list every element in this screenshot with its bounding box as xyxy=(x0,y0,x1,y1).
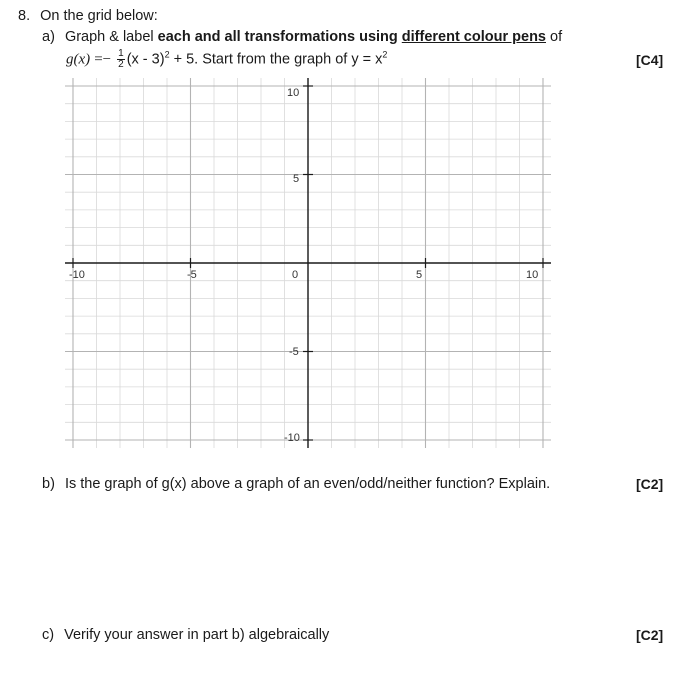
x-label-10: 10 xyxy=(526,269,539,281)
fraction xyxy=(117,49,125,70)
function-tail: + 5. Start from the graph of y = x xyxy=(169,51,383,68)
function-lhs: g(x) xyxy=(66,51,91,68)
part-b-label: b) xyxy=(42,476,55,492)
part-c-line xyxy=(42,626,329,644)
y-label-neg5: -5 xyxy=(289,346,299,358)
part-b-marks: [C2] xyxy=(636,476,664,492)
part-c-text: Verify your answer in part b) algebraically xyxy=(64,627,330,643)
function-equals: =− xyxy=(94,51,112,68)
y-label-neg10: -10 xyxy=(284,432,300,444)
x-label-neg5: -5 xyxy=(187,269,197,281)
part-b-text: Is the graph of g(x) above a graph of an even/odd/neither function? Explain. xyxy=(64,476,551,492)
fraction-numerator: 1 xyxy=(118,48,124,59)
part-a-function-line xyxy=(66,49,387,70)
function-exponent-2: 2 xyxy=(382,49,388,60)
coordinate-grid[interactable] xyxy=(65,78,551,448)
part-a-bold-underlined: different colour pens xyxy=(401,29,546,45)
x-label-origin: 0 xyxy=(292,269,299,281)
part-a-marks: [C4] xyxy=(636,52,664,68)
question-intro: On the grid below: xyxy=(40,8,158,24)
question-number: 8. xyxy=(18,8,31,24)
part-a-line-1 xyxy=(42,28,562,46)
y-label-10: 10 xyxy=(287,87,300,99)
part-a-text-1: Graph & label xyxy=(64,29,158,45)
y-label-5: 5 xyxy=(293,173,300,185)
question-header xyxy=(18,7,158,25)
function-exponent: 2 xyxy=(164,49,170,60)
x-label-neg10: -10 xyxy=(69,269,85,281)
grid-axes xyxy=(65,78,551,448)
x-label-5: 5 xyxy=(416,269,423,281)
part-a-bold-text: each and all transformations using xyxy=(157,29,402,45)
fraction-denominator: 2 xyxy=(118,59,124,70)
function-body: (x - 3) xyxy=(126,51,165,68)
part-b-line xyxy=(42,475,550,493)
part-c-marks: [C2] xyxy=(636,627,664,643)
part-c-label: c) xyxy=(42,627,55,643)
part-a-text-2: of xyxy=(546,29,563,45)
part-a-label: a) xyxy=(42,29,55,45)
